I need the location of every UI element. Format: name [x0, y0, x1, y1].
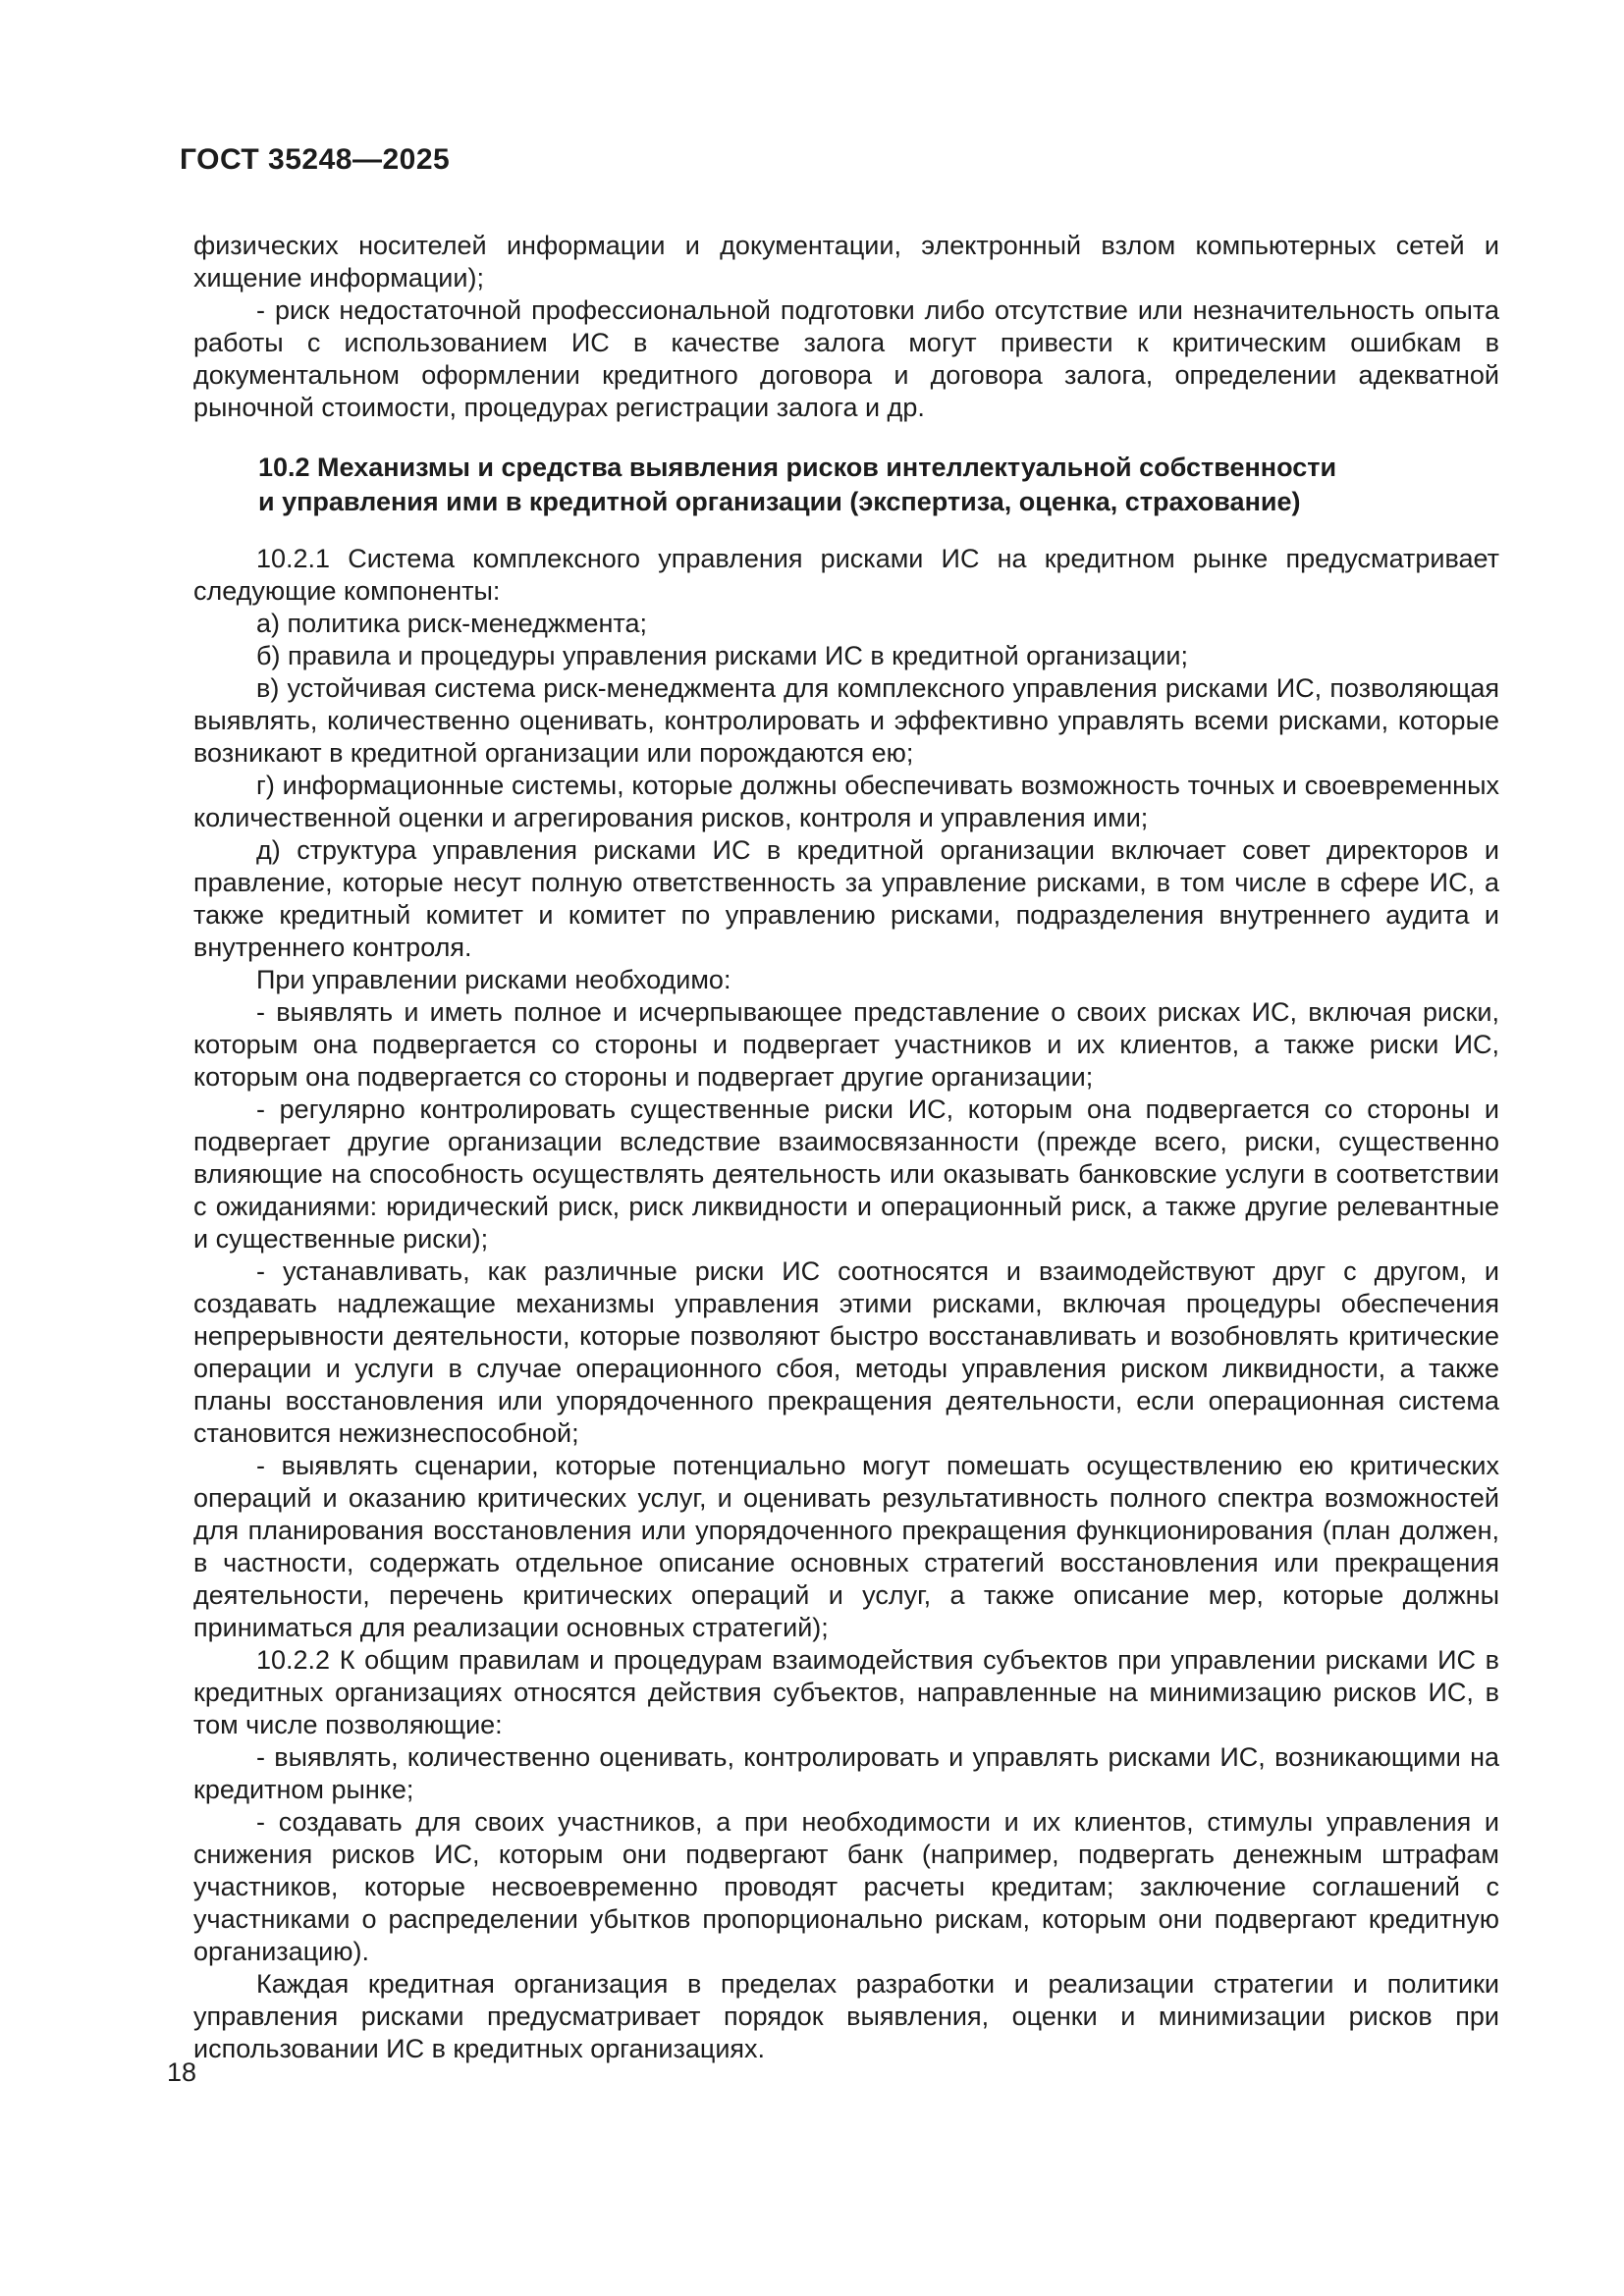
- dash-item: - выявлять, количественно оценивать, контролировать и управлять рисками ИС, возникающими на кредитном рынке;: [193, 1742, 1499, 1804]
- dash-item: - выявлять сценарии, которые потенциально могут помешать осуществлению ею критических операций и оказанию критических услуг, и оценивать результативность полного спектра возможностей для планирования восстановления или упорядоченного прекращения функционирования (план должен, в частности, содержать отдельное описание основных стратегий восстановления или прекращения деятельности, перечень критических операций и услуг, а также описание мер, которые должны приниматься для реализации основных стратегий);: [193, 1451, 1499, 1642]
- paragraph: 10.2.2 К общим правилам и процедурам взаимодействия субъектов при управлении рисками ИС в кредитных организациях относятся действия субъектов, направленные на минимизацию рисков ИС, в том числе позволяющие:: [193, 1645, 1499, 1739]
- section-heading-line-1: 10.2 Механизмы и средства выявления рисков интеллектуальной собственности: [258, 453, 1337, 482]
- paragraph: 10.2.1 Система комплексного управления рисками ИС на кредитном рынке предусматривает следующие компоненты:: [193, 544, 1499, 606]
- paragraph: - риск недостаточной профессиональной подготовки либо отсутствие или незначительность опыта работы с использованием ИС в качестве залога могут привести к критическим ошибкам в документальном оформлении кредитного договора и договора залога, определении адекватной рыночной стоимости, процедурах регистрации залога и др.: [193, 295, 1499, 422]
- paragraph: Каждая кредитная организация в пределах разработки и реализации стратегии и политики управления рисками предусматривает порядок выявления, оценки и минимизации рисков при использовании ИС в кредитных организациях.: [193, 1969, 1499, 2063]
- dash-item: - регулярно контролировать существенные риски ИС, которым она подвергается со стороны и подвергает другие организации вследствие взаимосвязанности (прежде всего, риски, существенно влияющие на способность осуществлять деятельность или оказывать банковские услуги в соответствии с ожиданиями: юридический риск, риск ликвидности и операционный риск, а также другие релевантные и существенные риски);: [193, 1095, 1499, 1254]
- paragraph: физических носителей информации и документации, электронный взлом компьютерных сетей и хищение информации);: [193, 231, 1499, 293]
- list-item: в) устойчивая система риск-менеджмента для комплексного управления рисками ИС, позволяющая выявлять, количественно оценивать, контролировать и эффективно управлять всеми рисками, которые возникают в кредитной организации или порождаются ею;: [193, 673, 1499, 768]
- dash-item: - выявлять и иметь полное и исчерпывающее представление о своих рисках ИС, включая риски, которым она подвергается со стороны и подвергает участников и их клиентов, а также риски ИС, которым она подвергается со стороны и подвергает другие организации;: [193, 997, 1499, 1092]
- dash-item: - устанавливать, как различные риски ИС соотносятся и взаимодействуют друг с другом, и создавать надлежащие механизмы управления этими рисками, включая процедуры обеспечения непрерывности деятельности, которые позволяют быстро восстанавливать и возобновлять критические операции и услуги в случае операционного сбоя, методы управления риском ликвидности, а также планы восстановления или упорядоченного прекращения деятельности, если операционная система становится нежизнеспособной;: [193, 1256, 1499, 1448]
- list-item: г) информационные системы, которые должны обеспечивать возможность точных и своевременных количественной оценки и агрегирования рисков, контроля и управления ими;: [193, 771, 1499, 832]
- section-heading: [258, 451, 1499, 519]
- document-number: ГОСТ 35248—2025: [180, 143, 451, 176]
- list-item: б) правила и процедуры управления рисками ИС в кредитной организации;: [256, 641, 1188, 670]
- list-item: д) структура управления рисками ИС в кредитной организации включает совет директоров и правление, которые несут полную ответственность за управление рисками, в том числе в сфере ИС, а также кредитный комитет и комитет по управлению рисками, подразделения внутреннего аудита и внутреннего контроля.: [193, 835, 1499, 962]
- section-heading-line-2: и управления ими в кредитной организации (экспертиза, оценка, страхование): [258, 487, 1301, 516]
- page-content: [193, 230, 1499, 2065]
- dash-item: - создавать для своих участников, а при необходимости и их клиентов, стимулы управления и снижения рисков ИС, которым они подвергают банк (например, подвергать денежным штрафам участников, которые несвоевременно проводят расчеты кредитам; заключение соглашений с участниками о распределении убытков пропорционально рискам, которым они подвергают кредитную организацию).: [193, 1807, 1499, 1966]
- list-item: а) политика риск-менеджмента;: [256, 609, 647, 638]
- page-number: 18: [167, 2057, 197, 2087]
- paragraph: При управлении рисками необходимо:: [256, 965, 731, 994]
